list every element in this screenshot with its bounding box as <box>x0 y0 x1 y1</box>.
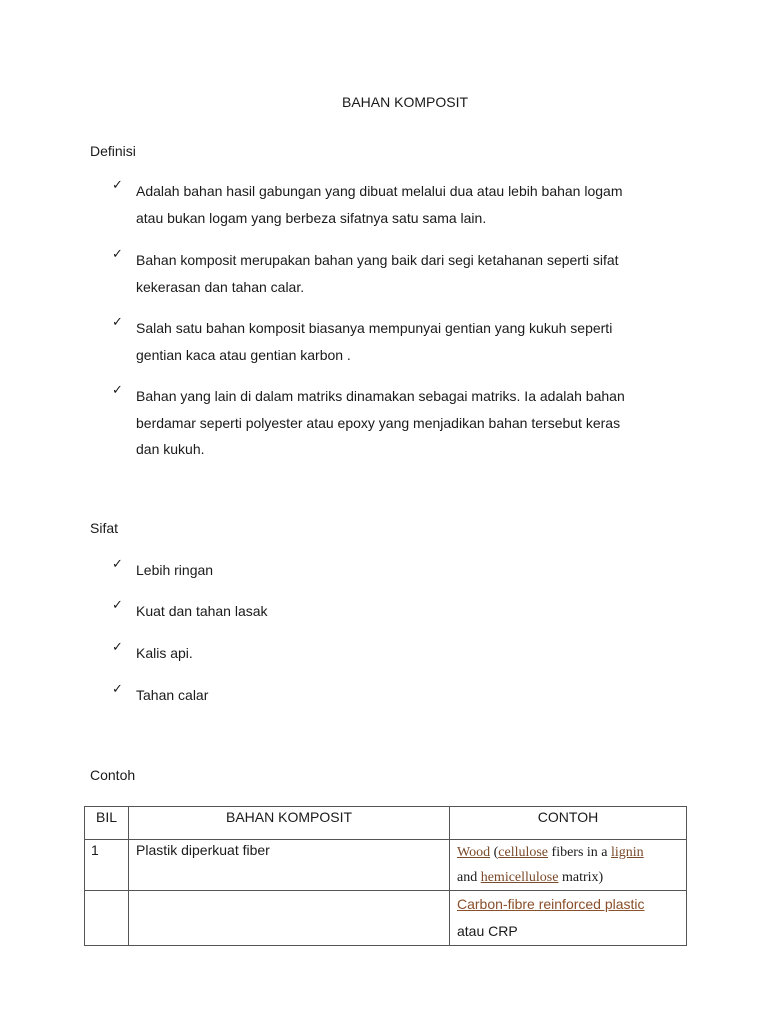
definisi-item-3-line-1: Salah satu bahan komposit biasanya mempunyai gentian yang kukuh seperti <box>136 320 613 336</box>
text-and: and <box>457 870 481 885</box>
definisi-item-4-line-1: Bahan yang lain di dalam matriks dinamakan sebagai matriks. Ia adalah bahan <box>136 388 625 404</box>
link-carbon-fibre[interactable]: Carbon-fibre reinforced plastic <box>457 896 645 912</box>
header-contoh: CONTOH <box>450 807 687 840</box>
cell-contoh-crp <box>450 891 687 946</box>
text-atau-crp: atau CRP <box>457 923 518 939</box>
cell-bil: 1 <box>85 840 129 891</box>
table-row <box>85 840 687 891</box>
text-fibers: fibers in a <box>548 845 612 860</box>
definisi-item-3-line-2: gentian kaca atau gentian karbon . <box>136 346 351 363</box>
cell-bil-empty <box>85 891 129 946</box>
cell-contoh <box>450 840 687 891</box>
sifat-item-2-label: Kuat dan tahan lasak <box>136 603 268 619</box>
check-icon: ✓ <box>112 383 123 398</box>
header-bahan-komposit: BAHAN KOMPOSIT <box>129 807 450 840</box>
text-matrix: matrix) <box>558 870 604 885</box>
contoh-table <box>84 806 687 946</box>
definisi-item-2-line-2: kekerasan dan tahan calar. <box>136 278 305 295</box>
document-title: BAHAN KOMPOSIT <box>341 94 469 110</box>
check-icon: ✓ <box>112 315 123 330</box>
section-heading-definisi: Definisi <box>90 143 136 159</box>
check-icon: ✓ <box>112 557 123 572</box>
check-icon: ✓ <box>112 640 123 655</box>
definisi-item-4-line-3: dan kukuh. <box>136 441 205 457</box>
cell-bahan: Plastik diperkuat fiber <box>129 840 450 891</box>
section-heading-sifat: Sifat <box>90 520 119 536</box>
check-icon: ✓ <box>112 598 123 613</box>
table-header-row <box>85 807 687 840</box>
check-icon: ✓ <box>112 178 123 193</box>
link-cellulose[interactable]: cellulose <box>498 845 549 860</box>
sifat-item-1-label: Lebih ringan <box>136 562 214 578</box>
table-row <box>85 891 687 946</box>
link-hemicellulose[interactable]: hemicellulose <box>480 870 559 885</box>
sifat-item-3-label: Kalis api. <box>136 645 193 661</box>
sifat-item-4-label: Tahan calar <box>136 687 209 703</box>
check-icon: ✓ <box>112 247 123 262</box>
definisi-item-1-line-1: Adalah bahan hasil gabungan yang dibuat melalui dua atau lebih bahan logam <box>136 183 623 199</box>
link-lignin[interactable]: lignin <box>611 845 644 860</box>
check-icon: ✓ <box>112 682 123 697</box>
cell-bahan-empty <box>129 891 450 946</box>
header-bil: BIL <box>85 807 129 840</box>
definisi-item-1-line-2: atau bukan logam yang berbeza sifatnya satu sama lain. <box>136 209 487 226</box>
text-paren-open: ( <box>490 845 499 860</box>
definisi-item-2-line-1: Bahan komposit merupakan bahan yang baik dari segi ketahanan seperti sifat <box>136 252 619 268</box>
definisi-item-4-line-2: berdamar seperti polyester atau epoxy yang menjadikan bahan tersebut keras <box>136 414 621 431</box>
section-heading-contoh: Contoh <box>90 767 136 783</box>
link-wood[interactable]: Wood <box>457 845 491 860</box>
